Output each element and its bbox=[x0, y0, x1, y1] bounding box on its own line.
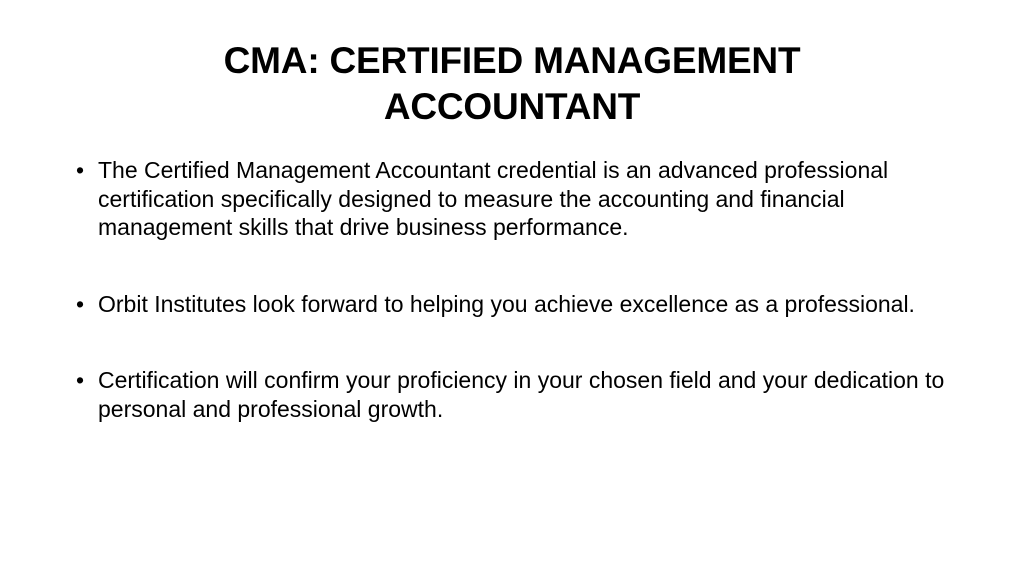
slide-title-line-2: ACCOUNTANT bbox=[383, 86, 641, 127]
bullet-item bbox=[76, 366, 956, 423]
bullet-text-orbit: Orbit Institutes look forward to helping you achieve excellence as a professional. bbox=[98, 290, 915, 317]
slide-title bbox=[120, 38, 904, 130]
bullet-item bbox=[76, 156, 956, 242]
bullet-list bbox=[76, 156, 956, 471]
bullet-dot-icon: • bbox=[76, 367, 85, 393]
slide-title-line-1: CMA: CERTIFIED MANAGEMENT bbox=[223, 40, 801, 81]
bullet-dot-icon: • bbox=[76, 290, 85, 317]
bullet-text-credential: The Certified Management Accountant credential is an advanced professional certification specifically designed to measure the accounting and financial management skills that drive business performance. bbox=[98, 157, 889, 240]
bullet-dot-icon: • bbox=[76, 157, 85, 183]
bullet-text-certification: Certification will confirm your proficiency in your chosen field and your dedication to personal and professional growth. bbox=[98, 367, 945, 422]
bullet-item bbox=[76, 290, 956, 319]
